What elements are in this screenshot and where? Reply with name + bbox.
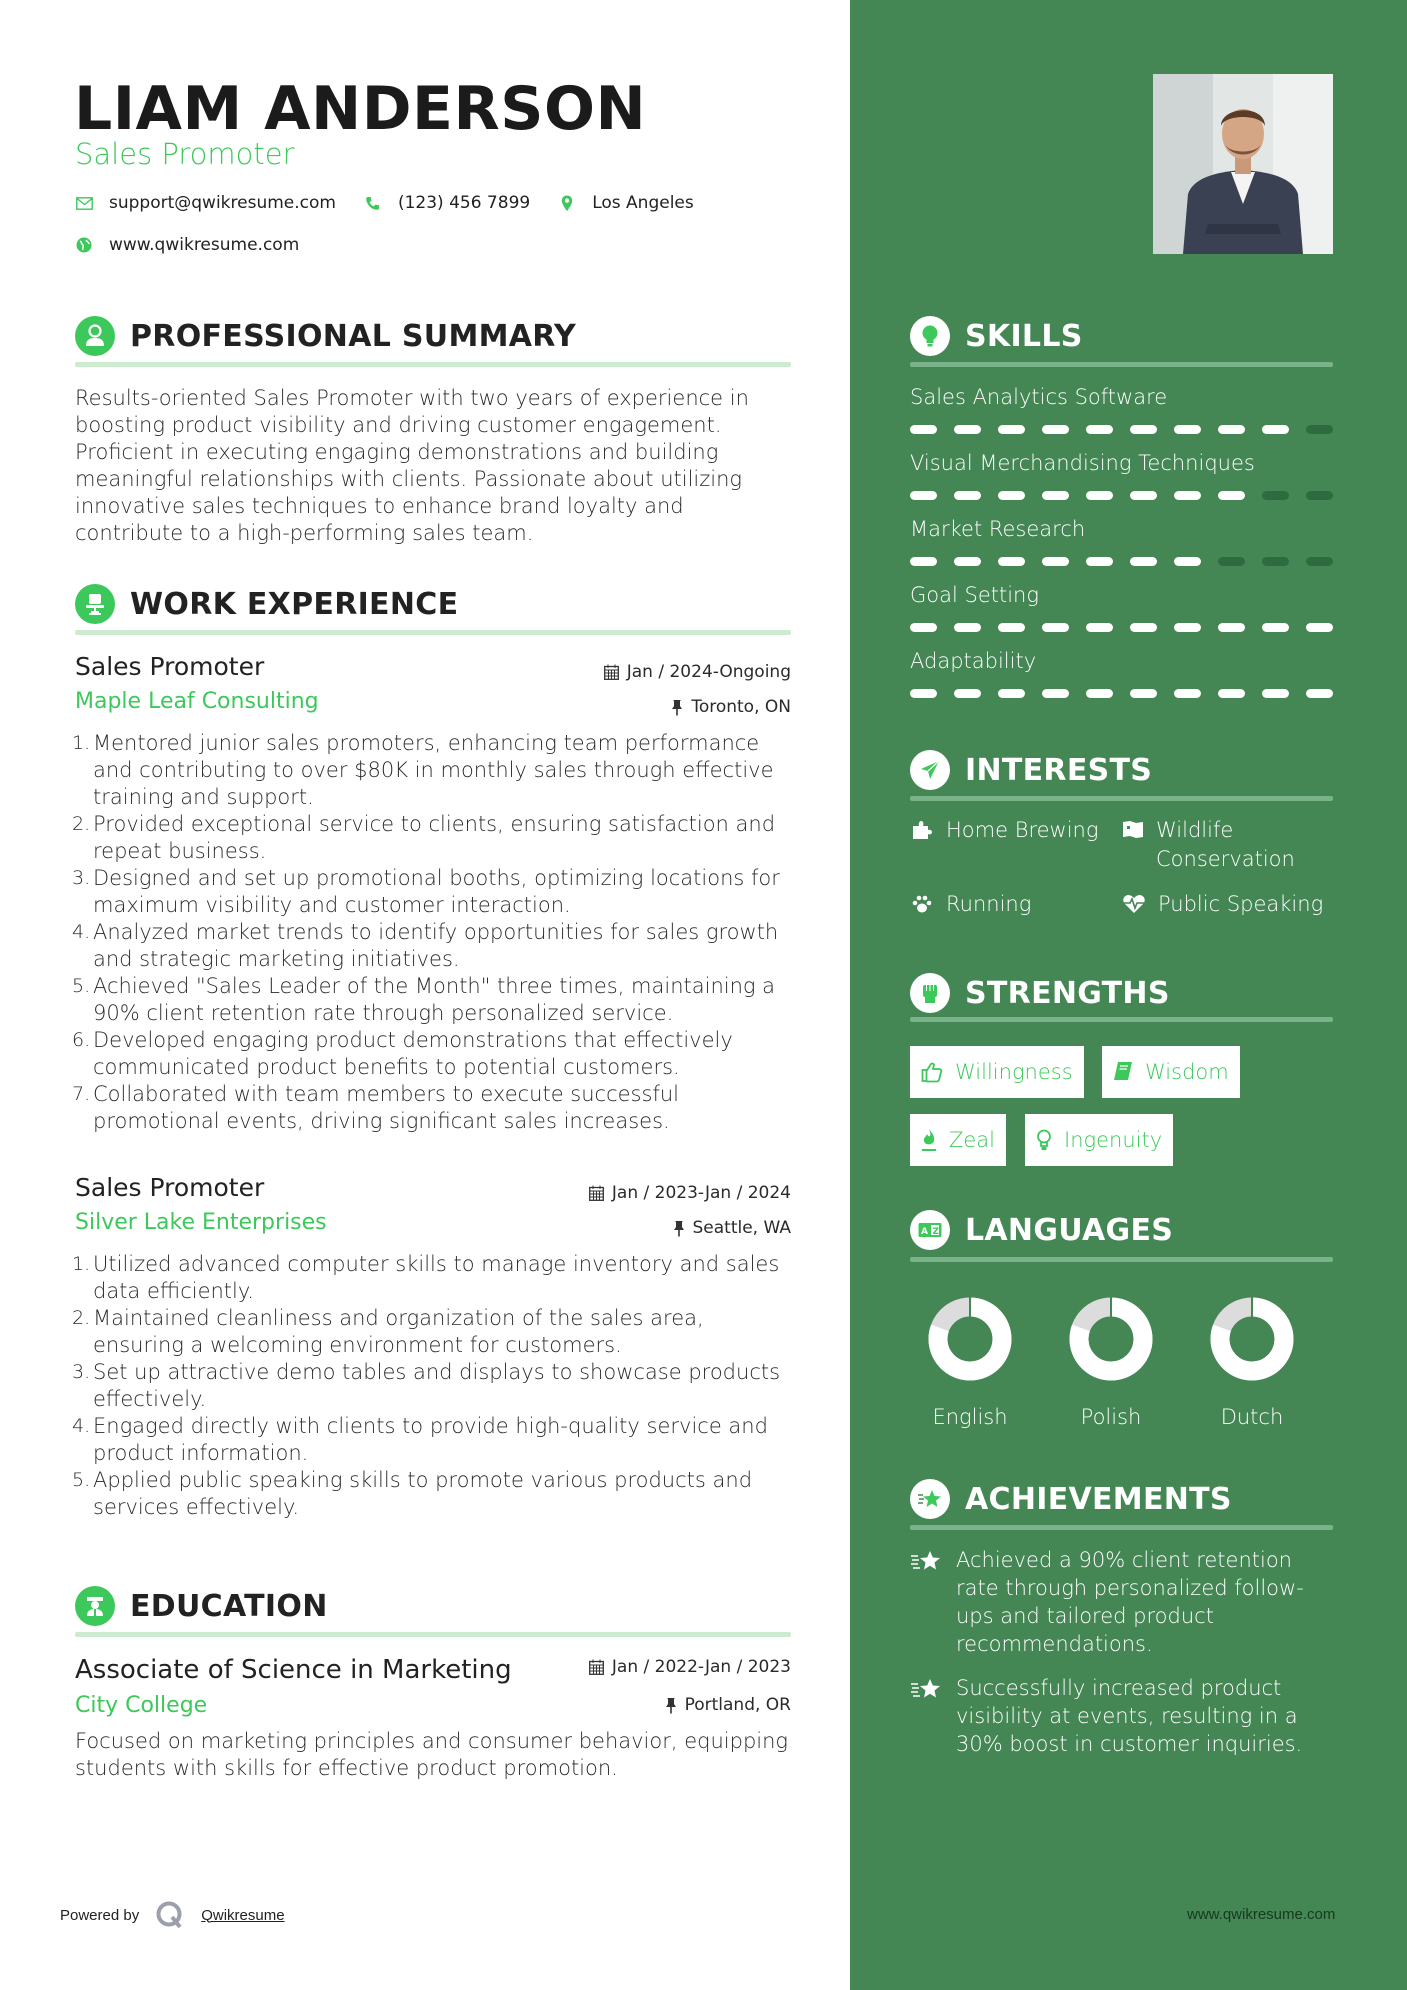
summary-text: Results-oriented Sales Promoter with two years of experience in boosting product visibility and driving customer engagement. Proficient in executing engaging demonstrations and building meaningful relationships with clients. Passionate about utilizing innovative sales techniques to enhance brand loyalty and contribute to a high-performing sales team. — [75, 386, 749, 545]
section-title: STRENGTHS — [965, 975, 1170, 1011]
achievement-item: Achieved a 90% client retention rate through personalized follow-ups and tailored product recommendations. — [910, 1546, 1333, 1658]
language-donut-chart — [1068, 1296, 1154, 1382]
website-text: www.qwikresume.com — [109, 235, 300, 255]
job-bullet: Collaborated with team members to execute successful promotional events, driving significant sales increases. — [93, 1082, 679, 1133]
education-description: Focused on marketing principles and consumer behavior, equipping students with skills for effective product promotion. — [75, 1729, 789, 1780]
strength-chip: Zeal — [910, 1114, 1006, 1166]
job-bullet: Utilized advanced computer skills to manage inventory and sales data efficiently. — [93, 1252, 780, 1303]
puzzle-icon — [910, 818, 934, 842]
education-location: Portland, OR — [665, 1695, 791, 1715]
profile-photo — [1153, 74, 1333, 254]
job-bullet: Mentored junior sales promoters, enhancing team performance and contributing to over $80K in monthly sales through effective training and support. — [93, 731, 774, 809]
user-icon — [75, 316, 115, 356]
qwikresume-link[interactable]: Qwikresume — [201, 1906, 285, 1924]
interest-item: Home Brewing — [910, 816, 1098, 845]
pushpin-icon — [673, 1220, 685, 1237]
section-header-interests — [910, 750, 1333, 790]
phone-text: (123) 456 7899 — [397, 193, 531, 213]
section-title: EDUCATION — [130, 1588, 328, 1624]
book-icon — [1113, 1061, 1133, 1083]
section-header-achievements — [910, 1479, 1333, 1519]
job-bullets — [75, 730, 791, 1135]
job-bullet: Analyzed market trends to identify opportunities for sales growth and strategic marketing initiatives. — [93, 920, 779, 971]
location-text: Los Angeles — [592, 193, 694, 213]
job-title: Sales Promoter — [75, 652, 265, 681]
job-bullets — [75, 1251, 791, 1521]
job-dates: Jan / 2024-Ongoing — [604, 662, 791, 682]
interest-item: Running — [910, 890, 1031, 919]
education-school: City College — [75, 1693, 208, 1718]
strength-chip: Ingenuity — [1025, 1114, 1173, 1166]
language-item — [915, 1296, 1025, 1429]
interest-item: Wildlife Conservation — [1122, 816, 1332, 874]
achievement-item: Successfully increased product visibility at events, resulting in a 30% boost in customer inquiries. — [910, 1674, 1333, 1758]
svg-text:Z: Z — [932, 1227, 940, 1237]
section-divider — [910, 1525, 1333, 1530]
contact-email[interactable] — [75, 193, 336, 213]
language-name: Dutch — [1220, 1405, 1284, 1429]
education-degree: Associate of Science in Marketing — [75, 1655, 512, 1685]
section-header-education — [75, 1586, 791, 1626]
job-bullet: Provided exceptional service to clients, ensuring satisfaction and repeat business. — [93, 812, 776, 863]
skill-item: Market Research — [910, 517, 1333, 566]
footer-powered-by — [60, 1900, 285, 1930]
section-header-summary — [75, 316, 791, 356]
section-divider — [910, 1257, 1333, 1262]
lightbulb-outline-icon — [1036, 1129, 1052, 1151]
fist-icon — [910, 973, 950, 1013]
skill-item: Sales Analytics Software — [910, 385, 1333, 434]
globe-icon — [75, 236, 93, 254]
graduate-icon — [75, 1586, 115, 1626]
job-location: Toronto, ON — [671, 697, 791, 717]
job-location: Seattle, WA — [673, 1218, 792, 1238]
map-icon — [1122, 818, 1144, 842]
section-divider — [910, 362, 1333, 367]
skill-rating-bar — [910, 491, 1333, 500]
thumbs-up-icon — [921, 1061, 943, 1083]
contact-row-website — [75, 235, 327, 255]
job-company: Silver Lake Enterprises — [75, 1210, 327, 1235]
section-title: SKILLS — [965, 318, 1083, 354]
contact-website[interactable] — [75, 235, 299, 255]
shooting-star-icon — [910, 1479, 950, 1519]
translate-icon — [910, 1210, 950, 1250]
contact-row — [75, 193, 722, 213]
language-donut-chart — [1209, 1296, 1295, 1382]
section-header-languages — [910, 1210, 1333, 1250]
job-bullet: Set up attractive demo tables and displays to showcase products effectively. — [93, 1360, 781, 1411]
qwikresume-logo-icon — [155, 1900, 185, 1930]
flame-icon — [921, 1128, 937, 1152]
section-divider — [910, 1017, 1333, 1022]
skill-item: Adaptability — [910, 649, 1333, 698]
skill-rating-bar — [910, 425, 1333, 434]
section-header-strengths — [910, 973, 1333, 1013]
section-title: INTERESTS — [965, 752, 1153, 788]
job-bullet: Maintained cleanliness and organization of the sales area, ensuring a welcoming environment for customers. — [93, 1306, 704, 1357]
job-entry — [75, 652, 791, 1135]
section-divider — [75, 1632, 791, 1637]
job-entry — [75, 1173, 791, 1521]
section-header-experience — [75, 584, 791, 624]
job-bullet: Engaged directly with clients to provide high-quality service and product information. — [93, 1414, 768, 1465]
calendar-icon — [589, 1659, 604, 1675]
language-name: Polish — [1080, 1405, 1142, 1429]
candidate-role: Sales Promoter — [75, 137, 295, 171]
heartbeat-icon — [1122, 892, 1146, 916]
calendar-icon — [604, 664, 619, 680]
section-divider — [75, 630, 791, 635]
language-item — [1056, 1296, 1166, 1429]
section-title: PROFESSIONAL SUMMARY — [130, 318, 577, 354]
paw-icon — [910, 892, 934, 916]
job-bullet: Applied public speaking skills to promote various products and services effectively. — [93, 1468, 753, 1519]
skill-rating-bar — [910, 557, 1333, 566]
job-company: Maple Leaf Consulting — [75, 689, 319, 714]
language-item — [1197, 1296, 1307, 1429]
section-header-skills — [910, 316, 1333, 356]
email-text: support@qwikresume.com — [109, 193, 336, 213]
skill-item: Goal Setting — [910, 583, 1333, 632]
language-donut-chart — [927, 1296, 1013, 1382]
section-divider — [910, 796, 1333, 801]
contact-phone[interactable] — [364, 193, 530, 213]
section-title: WORK EXPERIENCE — [130, 586, 459, 622]
pushpin-icon — [671, 699, 683, 716]
powered-by-text: Powered by — [60, 1906, 140, 1924]
footer-website[interactable]: www.qwikresume.com — [1187, 1906, 1336, 1923]
job-title: Sales Promoter — [75, 1173, 265, 1202]
language-name: English — [932, 1405, 1008, 1429]
pushpin-icon — [665, 1697, 677, 1714]
paper-plane-icon — [910, 750, 950, 790]
skill-rating-bar — [910, 623, 1333, 632]
office-chair-icon — [75, 584, 115, 624]
section-title: ACHIEVEMENTS — [965, 1481, 1232, 1517]
envelope-icon — [75, 194, 93, 212]
lightbulb-icon — [910, 316, 950, 356]
education-dates: Jan / 2022-Jan / 2023 — [589, 1657, 791, 1677]
shooting-star-icon — [910, 1548, 942, 1658]
calendar-icon — [589, 1185, 604, 1201]
section-title: LANGUAGES — [965, 1212, 1174, 1248]
skill-rating-bar — [910, 689, 1333, 698]
job-dates: Jan / 2023-Jan / 2024 — [589, 1183, 791, 1203]
contact-location — [558, 193, 694, 213]
phone-icon — [364, 194, 382, 212]
candidate-name: LIAM ANDERSON — [74, 74, 647, 144]
job-bullet: Designed and set up promotional booths, optimizing locations for maximum visibility and customer interaction. — [93, 866, 780, 917]
education-entry — [75, 1655, 791, 1782]
shooting-star-icon — [910, 1676, 942, 1758]
skill-item: Visual Merchandising Techniques — [910, 451, 1333, 500]
svg-text:A: A — [921, 1227, 928, 1237]
job-bullet: Achieved "Sales Leader of the Month" three times, maintaining a 90% client retention rate through personalized service. — [93, 974, 776, 1025]
strength-chip: Wisdom — [1102, 1046, 1240, 1098]
job-bullet: Developed engaging product demonstrations that effectively communicated product benefits to potential customers. — [93, 1028, 733, 1079]
strength-chip: Willingness — [910, 1046, 1084, 1098]
section-divider — [75, 362, 791, 367]
map-pin-icon — [558, 194, 576, 212]
interest-item: Public Speaking — [1122, 890, 1323, 919]
